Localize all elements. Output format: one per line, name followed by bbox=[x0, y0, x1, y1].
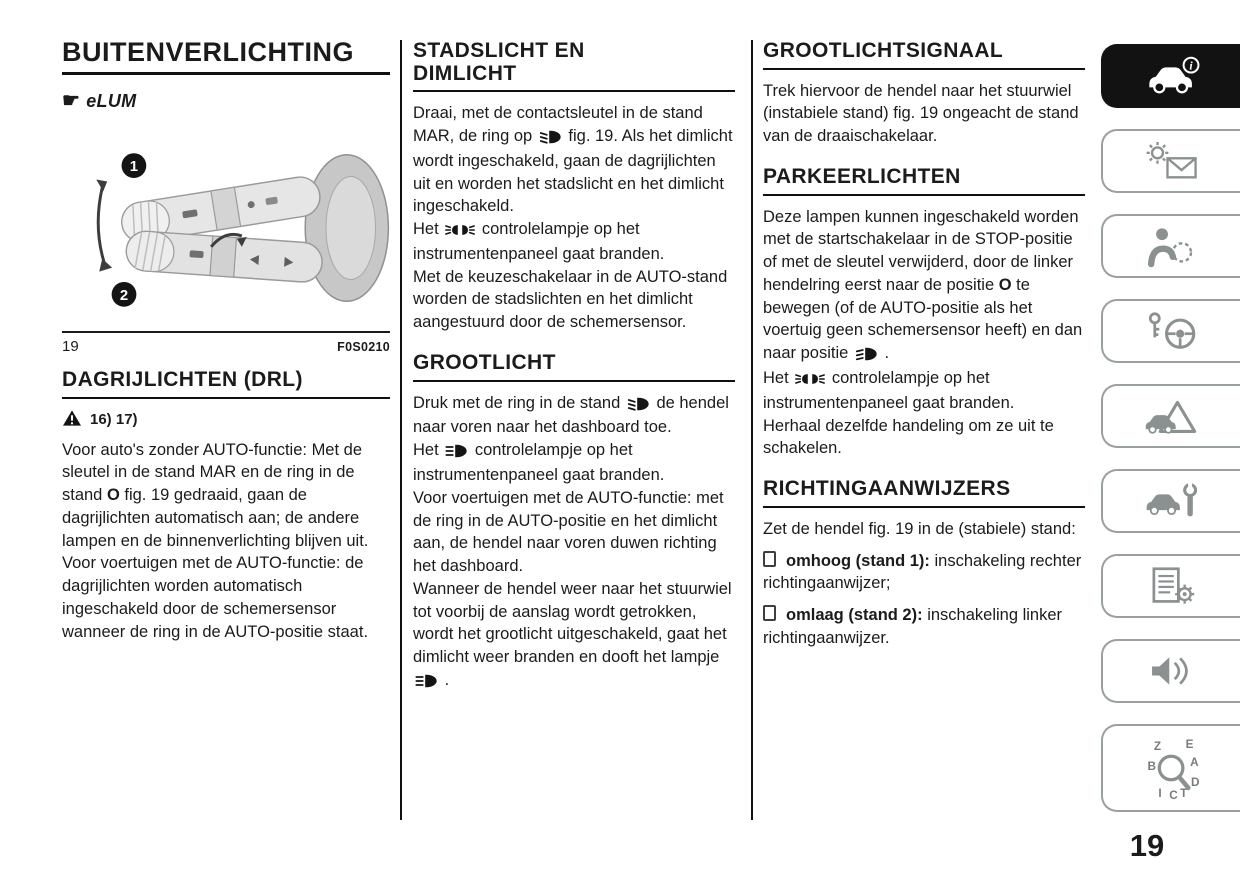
figure-19 bbox=[62, 126, 390, 355]
heading-richtingaanwijzers: RICHTINGAANWIJZERS bbox=[763, 478, 1085, 508]
figure-callout-2: 2 bbox=[119, 288, 129, 305]
position-lights-icon bbox=[795, 369, 825, 392]
svg-text:T: T bbox=[1179, 787, 1187, 800]
tab-safety[interactable] bbox=[1101, 214, 1240, 278]
car-wrench-icon bbox=[1143, 479, 1201, 523]
tab-owner-info[interactable] bbox=[1101, 44, 1240, 108]
heading-grootlichtsignaal: GROOTLICHTSIGNAAL bbox=[763, 40, 1085, 70]
square-bullet-icon bbox=[763, 551, 776, 567]
column-right bbox=[763, 38, 1085, 650]
svg-text:E: E bbox=[1185, 738, 1193, 752]
warning-triangle-icon bbox=[62, 409, 82, 431]
list-item: omlaag (stand 2): inschakeling linker richtingaanwijzer. bbox=[763, 606, 1063, 647]
position-lights-icon bbox=[445, 220, 475, 243]
heading-grootlicht: GROOTLICHT bbox=[413, 352, 735, 382]
page-title: BUITENVERLICHTING bbox=[62, 38, 390, 75]
tab-index[interactable] bbox=[1101, 724, 1240, 812]
warning-note-refs bbox=[62, 409, 390, 431]
elum-label: eLUM bbox=[86, 91, 137, 112]
tab-maintenance[interactable] bbox=[1101, 469, 1240, 533]
elum-reference bbox=[62, 91, 390, 112]
sun-envelope-icon bbox=[1143, 139, 1201, 183]
tab-multimedia[interactable] bbox=[1101, 639, 1240, 703]
tab-starting-driving[interactable] bbox=[1101, 299, 1240, 363]
paragraph-stadslicht: Draai, met de contactsleutel in de stand MAR, de ring op fig. 19. Als het dimlicht wordt ingeschakeld, gaan de dagrijlichten uit en worden het stadslicht en het dimlicht ingeschakeld. Het controlelampje op het instrumentenpaneel gaat branden. Met de keuzeschakelaar in de AUTO-stand worden de stadslichten en het dimlicht aangestuurd door de schemersensor. bbox=[413, 104, 733, 332]
document-gear-icon bbox=[1143, 564, 1201, 608]
figure-code: F0S0210 bbox=[337, 339, 390, 354]
list-item: omhoog (stand 1): inschakeling rechter richtingaanwijzer; bbox=[763, 551, 1082, 593]
pointing-hand-icon: ☛ bbox=[62, 90, 81, 113]
square-bullet-icon bbox=[763, 605, 776, 621]
paragraph-richting-intro: Zet de hendel fig. 19 in de (stabiele) stand: bbox=[763, 519, 1076, 538]
high-beam-icon bbox=[445, 441, 468, 464]
high-beam-icon bbox=[415, 671, 438, 694]
paragraph-parkeerlichten: Deze lampen kunnen ingeschakeld worden met de startschakelaar in de STOP-positie of met de sleutel verwijderd, door de linker hendelring eerst naar de positie O te bewegen (of de AUTO-positie als het voertuig geen schemersensor heeft) en dan naar positie . Het controlelampje op het instrumentenpaneel gaat branden. Herhaal dezelfde handeling om ze uit te schakelen. bbox=[763, 207, 1083, 458]
column-left bbox=[62, 38, 390, 643]
magnifier-index-icon bbox=[1143, 735, 1201, 801]
turn-signal-bullets bbox=[763, 550, 1085, 650]
tab-technical-data[interactable] bbox=[1101, 554, 1240, 618]
page-number: 19 bbox=[1129, 828, 1165, 863]
paragraph-grootlichtsignaal: Trek hiervoor de hendel naar het stuurwiel (instabiele stand) fig. 19 ongeacht de stand van de draaischakelaar. bbox=[763, 81, 1079, 146]
svg-text:B: B bbox=[1147, 759, 1156, 773]
car-info-icon bbox=[1143, 54, 1201, 98]
svg-text:D: D bbox=[1190, 776, 1200, 790]
low-beam-icon bbox=[539, 127, 562, 150]
svg-text:Z: Z bbox=[1153, 739, 1161, 753]
figure-19-illustration bbox=[62, 126, 390, 329]
lower-stalk bbox=[125, 230, 323, 283]
heading-parkeerlichten: PARKEERLICHTEN bbox=[763, 166, 1085, 196]
key-steering-icon bbox=[1143, 309, 1201, 353]
heading-dagrijlichten: DAGRIJLICHTEN (DRL) bbox=[62, 369, 390, 399]
svg-text:I: I bbox=[1157, 787, 1162, 800]
speaker-nav-icon bbox=[1143, 649, 1201, 693]
svg-text:C: C bbox=[1168, 788, 1178, 801]
figure-bottom-rule bbox=[62, 331, 390, 333]
paragraph-drl-2: Voor voertuigen met de AUTO-functie: de dagrijlichten worden automatisch ingeschakeld door de schemersensor wanneer de ring in de AUTO-positie staat. bbox=[62, 554, 369, 641]
heading-stadslicht-dimlicht: STADSLICHT EN DIMLICHT bbox=[413, 40, 735, 92]
svg-text:i: i bbox=[1188, 59, 1193, 73]
column-divider-2 bbox=[751, 40, 753, 820]
figure-number: 19 bbox=[62, 337, 79, 355]
column-middle bbox=[413, 38, 735, 694]
paragraph-drl-1: Voor auto's zonder AUTO-functie: Met de sleutel in de stand MAR en de ring in de stand O fig. 19 gedraaid, gaan de dagrijlichten automatisch aan; de andere lampen en de binnenverlichting blijven uit. bbox=[62, 440, 369, 550]
sidebar-tabs bbox=[1101, 44, 1240, 833]
tab-emergency[interactable] bbox=[1101, 384, 1240, 448]
figure-callout-1: 1 bbox=[129, 159, 139, 176]
low-beam-icon bbox=[627, 394, 650, 417]
car-warning-icon bbox=[1143, 394, 1201, 438]
position-ring-icon bbox=[855, 344, 878, 367]
tab-dashboard-messages[interactable] bbox=[1101, 129, 1240, 193]
warning-refs-label: 16) 17) bbox=[90, 411, 138, 429]
svg-text:A: A bbox=[1189, 756, 1199, 770]
paragraph-grootlicht: Druk met de ring in de stand de hendel naar voren naar het dashboard toe. Het controlelampje op het instrumentenpaneel gaat branden. Voor voertuigen met de AUTO-functie: met de ring in de AUTO-positie en het dimlicht aan, de hendel naar voren duwen richting het dashboard. Wanneer de hendel weer naar het stuurwiel tot voorbij de aanslag wordt getrokken, wordt het grootlicht uitgeschakeld, gaat het dimlicht weer branden en dooft het lampje . bbox=[413, 392, 735, 694]
airbag-person-icon bbox=[1143, 224, 1201, 268]
column-divider-1 bbox=[400, 40, 402, 820]
